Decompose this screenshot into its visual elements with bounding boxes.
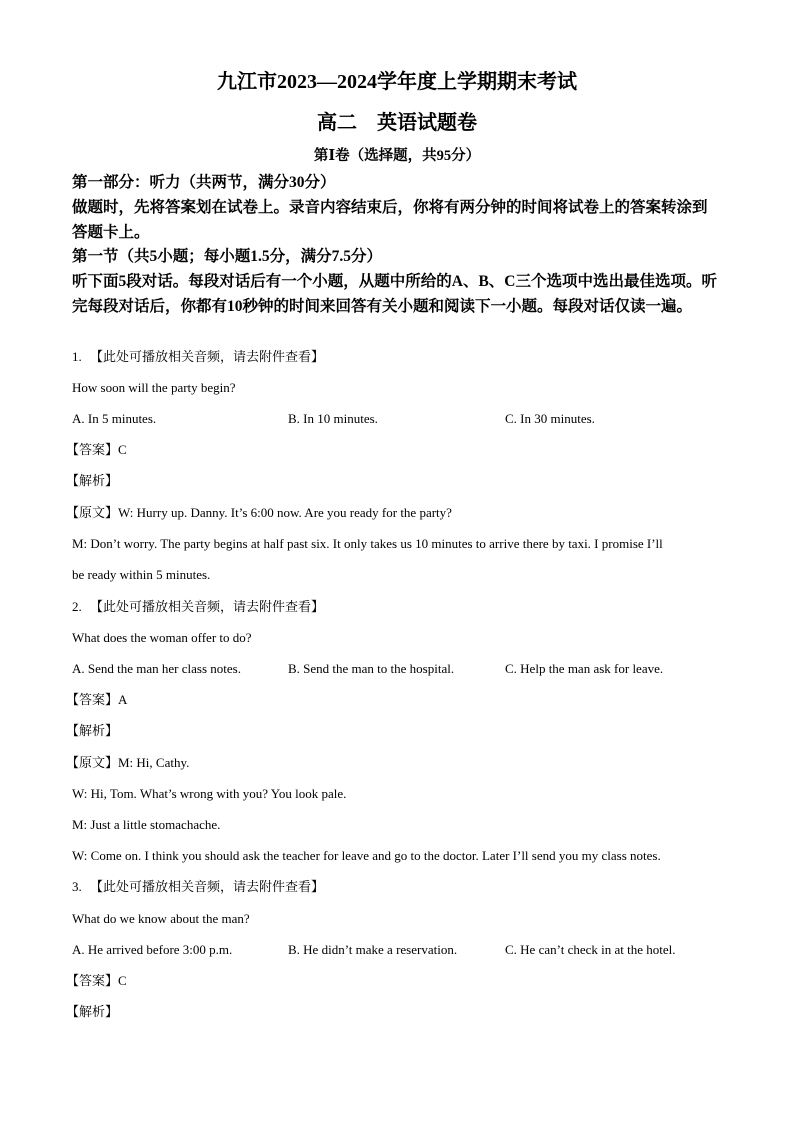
- section-title: 第一节（共5小题；每小题1.5分，满分7.5分）: [72, 248, 383, 265]
- audio-note: 【此处可播放相关音频，请去附件查看】: [90, 879, 325, 894]
- option-b: B. He didn’t make a reservation.: [288, 942, 458, 957]
- transcript-line: M: Don’t worry. The party begins at half past six. It only takes us 10 minutes to arrive there by taxi. I promise I’ll: [72, 536, 663, 551]
- analysis-label: 【解析】: [66, 1004, 119, 1019]
- question-header: [72, 878, 324, 896]
- question-number: 2.: [72, 599, 82, 614]
- option-a: A. Send the man her class notes.: [72, 661, 241, 676]
- option-c: C. In 30 minutes.: [505, 411, 595, 426]
- option-a: A. In 5 minutes.: [72, 411, 157, 426]
- question-header: [72, 598, 324, 616]
- transcript-line: W: Hi, Tom. What’s wrong with you? You look pale.: [72, 786, 347, 801]
- answer-label: 【答案】C: [66, 973, 127, 988]
- transcript-line: W: Come on. I think you should ask the teacher for leave and go to the doctor. Later I’ll send you my class notes.: [72, 848, 661, 863]
- option-b: B. In 10 minutes.: [288, 411, 378, 426]
- transcript-line: be ready within 5 minutes.: [72, 567, 211, 582]
- exam-subtitle: [0, 111, 794, 135]
- question-number: 1.: [72, 349, 82, 364]
- answer-label: 【答案】A: [66, 692, 128, 707]
- volume-title: 第Ⅰ卷（选择题，共95分）: [313, 148, 481, 164]
- question-stem: How soon will the party begin?: [72, 380, 236, 395]
- option-c: C. He can’t check in at the hotel.: [505, 942, 676, 957]
- option-b: B. Send the man to the hospital.: [288, 661, 455, 676]
- question-stem: What do we know about the man?: [72, 911, 250, 926]
- audio-note: 【此处可播放相关音频，请去附件查看】: [90, 599, 325, 614]
- part-title: 第一部分：听力（共两节，满分30分）: [72, 174, 336, 191]
- transcript-line: 【原文】M: Hi, Cathy.: [66, 755, 190, 770]
- answer-label: 【答案】C: [66, 442, 127, 457]
- audio-note: 【此处可播放相关音频，请去附件查看】: [90, 349, 325, 364]
- exam-title: 九江市2023—2024学年度上学期期末考试: [217, 71, 577, 93]
- transcript-line: M: Just a little stomachache.: [72, 817, 221, 832]
- transcript-line: 【原文】W: Hurry up. Danny. It’s 6:00 now. Are you ready for the party?: [66, 505, 452, 520]
- grade-label: 高二: [317, 112, 357, 134]
- section-instructions: 听下面5段对话。每段对话后有一个小题，从题中所给的A、B、C三个选项中选出最佳选项。听完每段对话后，你都有10秒钟的时间来回答有关小题和阅读下一小题。每段对话仅读一遍。: [72, 273, 717, 315]
- question-stem: What does the woman offer to do?: [72, 630, 252, 645]
- question-header: [72, 348, 324, 366]
- part-instructions: 做题时，先将答案划在试卷上。录音内容结束后，你将有两分钟的时间将试卷上的答案转涂到答题卡上。: [72, 199, 708, 241]
- analysis-label: 【解析】: [66, 723, 119, 738]
- option-a: A. He arrived before 3:00 p.m.: [72, 942, 233, 957]
- question-number: 3.: [72, 879, 82, 894]
- option-c: C. Help the man ask for leave.: [505, 661, 664, 676]
- analysis-label: 【解析】: [66, 473, 119, 488]
- subject-label: 英语试题卷: [377, 112, 477, 134]
